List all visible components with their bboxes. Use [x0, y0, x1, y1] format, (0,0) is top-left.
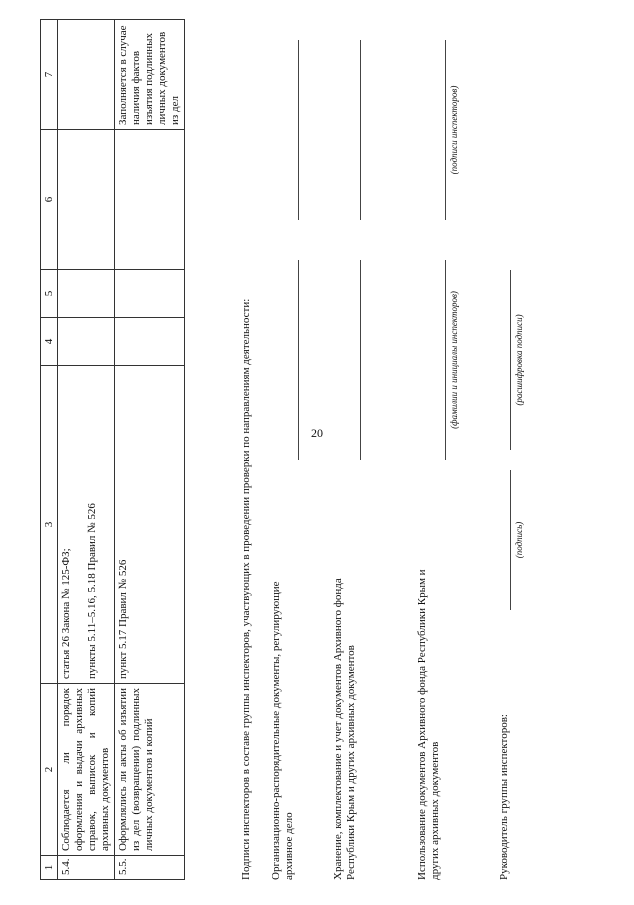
- signature-area-3: Использование документов Архивного фонда Республики Крым и других архивных документов: [416, 569, 441, 880]
- row-number: 5.4.: [58, 856, 115, 880]
- signature-area-2: Хранение, комплектование и учет документов Архивного фонда Республики Крым и других архивных документов: [332, 578, 357, 880]
- page-number: 20: [311, 426, 323, 440]
- basis-cell: [58, 366, 115, 684]
- head-label: Руководитель группы инспекторов:: [498, 714, 510, 880]
- caption-sign: (подпись): [514, 521, 524, 559]
- name-line: [298, 260, 299, 460]
- table-header-row: [41, 20, 58, 880]
- question-text: Оформлялись ли акты об изъятии из дел (возвращении) подлинных личных документов и копий: [115, 684, 185, 856]
- head-decode-line: [510, 270, 511, 450]
- signature-line: [360, 40, 361, 220]
- table-row: [58, 20, 115, 880]
- caption-names: (фамилии и инициалы инспекторов): [449, 291, 459, 429]
- rotated-page-content: [40, 20, 610, 880]
- inspection-table: [40, 19, 185, 880]
- header-cell: 5: [41, 270, 58, 318]
- caption-decode: (расшифровка подписи): [514, 314, 524, 406]
- head-signature-line: [510, 470, 511, 610]
- header-cell: 1: [41, 856, 58, 880]
- table-row: [115, 20, 185, 880]
- basis-text: статья 26 Закона № 125-ФЗ;: [60, 548, 72, 679]
- basis-cell: [115, 366, 185, 684]
- answer-cell: [58, 130, 115, 270]
- caption-signatures: (подписи инспекторов): [449, 85, 459, 175]
- header-cell: 3: [41, 366, 58, 684]
- answer-cell: [115, 270, 185, 318]
- signature-line: [445, 40, 446, 220]
- question-text: Соблюдается ли порядок оформления и выдачи архивных справок, выписок и копий архивных документов: [58, 684, 115, 856]
- row-number: 5.5.: [115, 856, 185, 880]
- note-cell: Заполняется в случае наличия фактов изъятия подлинных личных документов из дел: [115, 20, 185, 130]
- answer-cell: [115, 130, 185, 270]
- signature-area-1: Организационно-распорядительные документы, регулирующие архивное дело: [270, 581, 295, 880]
- answer-cell: [58, 270, 115, 318]
- header-cell: 6: [41, 130, 58, 270]
- answer-cell: [58, 318, 115, 366]
- name-line: [360, 260, 361, 460]
- header-cell: 2: [41, 684, 58, 856]
- name-line: [445, 260, 446, 460]
- answer-cell: [115, 318, 185, 366]
- note-cell: [58, 20, 115, 130]
- basis-text: пункты 5.11–5.16, 5.18 Правил № 526: [86, 503, 98, 679]
- signature-line: [298, 40, 299, 220]
- signature-intro: Подписи инспекторов в составе группы инспекторов, участвующих в проведении проверки по направлениям деятельности:: [240, 298, 252, 880]
- basis-text: пункт 5.17 Правил № 526: [117, 559, 129, 679]
- header-cell: 7: [41, 20, 58, 130]
- header-cell: 4: [41, 318, 58, 366]
